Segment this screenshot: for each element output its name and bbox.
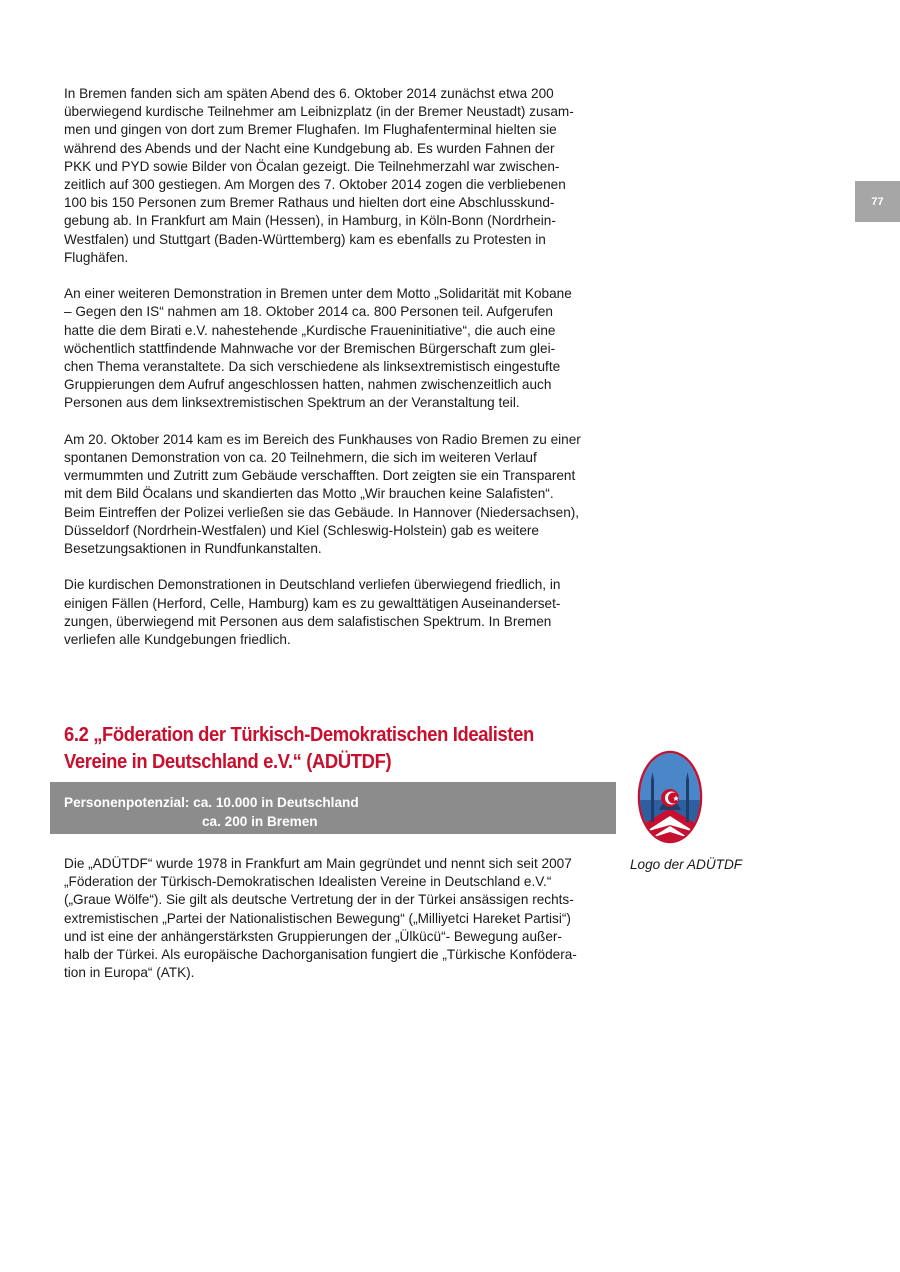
paragraph: An einer weiteren Demonstration in Bremen unter dem Motto „Solidarität mit Kobane – Gegen den IS“ nahmen am 18. Oktober 2014 ca. 800 Personen teil. Aufgerufen hatte die dem Birati e.V. nahestehende „Kurdische Fraueninitiative“, die auch eine wöchentlich stattfindende Mahnwache vor der Bremischen Bürgerschaft zum glei- chen Thema veranstaltete. Da sich verschiedene als linksextremistisch eingestufte Gruppierungen dem Aufruf angeschlossen hatten, nahmen zwischenzeitlich auch Personen aus dem linksextremistischen Spektrum an der Veranstaltung teil. bbox=[64, 286, 572, 411]
potential-germany: Personenpotenzial: ca. 10.000 in Deutschland bbox=[64, 795, 359, 810]
adutdf-description: Die „ADÜTDF“ wurde 1978 in Frankfurt am Main gegründet und nennt sich seit 2007 „Föderation der Türkisch-Demokratischen Idealisten Vereine in Deutschland e.V.“ („Graue Wölfe“). Sie gilt als deutsche Vertretung der in der Türkei ansässigen rechts- extremistischen „Partei der Nationalistischen Bewegung“ („Milliyetci Hareket Partisi“) und ist eine der anhängerstärksten Gruppierungen der „Ülkücü“- Bewegung außer- halb der Türkei. Als europäische Dachorganisation fungiert die „Türkische Konfödera- tion in Europa“ (ATK). bbox=[64, 856, 577, 981]
paragraph: Die kurdischen Demonstrationen in Deutschland verliefen überwiegend friedlich, in einigen Fällen (Herford, Celle, Hamburg) kam es zu gewalttätigen Auseinanderset- zungen, überwiegend mit Personen aus dem salafistischen Spektrum. In Bremen verliefen alle Kundgebungen friedlich. bbox=[64, 577, 561, 648]
section-heading: 6.2 „Föderation der Türkisch-Demokratischen Idealisten Vereine in Deutschland e.V.“ (ADÜTDF) bbox=[64, 724, 534, 773]
personenpotenzial-box bbox=[50, 782, 616, 834]
adutdf-logo-icon bbox=[637, 750, 703, 844]
paragraph: In Bremen fanden sich am späten Abend des 6. Oktober 2014 zunächst etwa 200 überwiegend kurdische Teilnehmer am Leibnizplatz (in der Bremer Neustadt) zusam- men und gingen von dort zum Bremer Flughafen. Im Flughafenterminal hielten sie während des Abends und der Nacht eine Kundgebung ab. Es wurden Fahnen der PKK und PYD sowie Bilder von Öcalan gezeigt. Die Teilnehmerzahl war zwischen- zeitlich auf 300 gestiegen. Am Morgen des 7. Oktober 2014 zogen die verbliebenen 100 bis 150 Personen zum Bremer Rathaus und hielten dort eine Abschlusskund- gebung ab. In Frankfurt am Main (Hessen), in Hamburg, in Köln-Bonn (Nordrhein- Westfalen) und Stuttgart (Baden-Württemberg) kam es ebenfalls zu Protesten in Flughäfen. bbox=[64, 86, 574, 265]
page-number: 77 bbox=[871, 195, 884, 208]
page-number-tab bbox=[855, 181, 900, 222]
potential-bremen: ca. 200 in Bremen bbox=[202, 814, 318, 829]
body-text bbox=[64, 85, 616, 667]
paragraph: Am 20. Oktober 2014 kam es im Bereich des Funkhauses von Radio Bremen zu einer spontanen Demonstration von ca. 20 Teilnehmern, die sich im weiteren Verlauf vermummten und Zutritt zum Gebäude verschafften. Dort zeigten sie ein Transparent mit dem Bild Öcalans und skandierten das Motto „Wir brauchen keine Salafisten“. Beim Eintreffen der Polizei verließen sie das Gebäude. In Hannover (Niedersachsen), Düsseldorf (Nordrhein-Westfalen) und Kiel (Schleswig-Holstein) gab es weitere Besetzungsaktionen in Rundfunkanstalten. bbox=[64, 431, 581, 557]
logo-caption: Logo der ADÜTDF bbox=[630, 857, 743, 872]
